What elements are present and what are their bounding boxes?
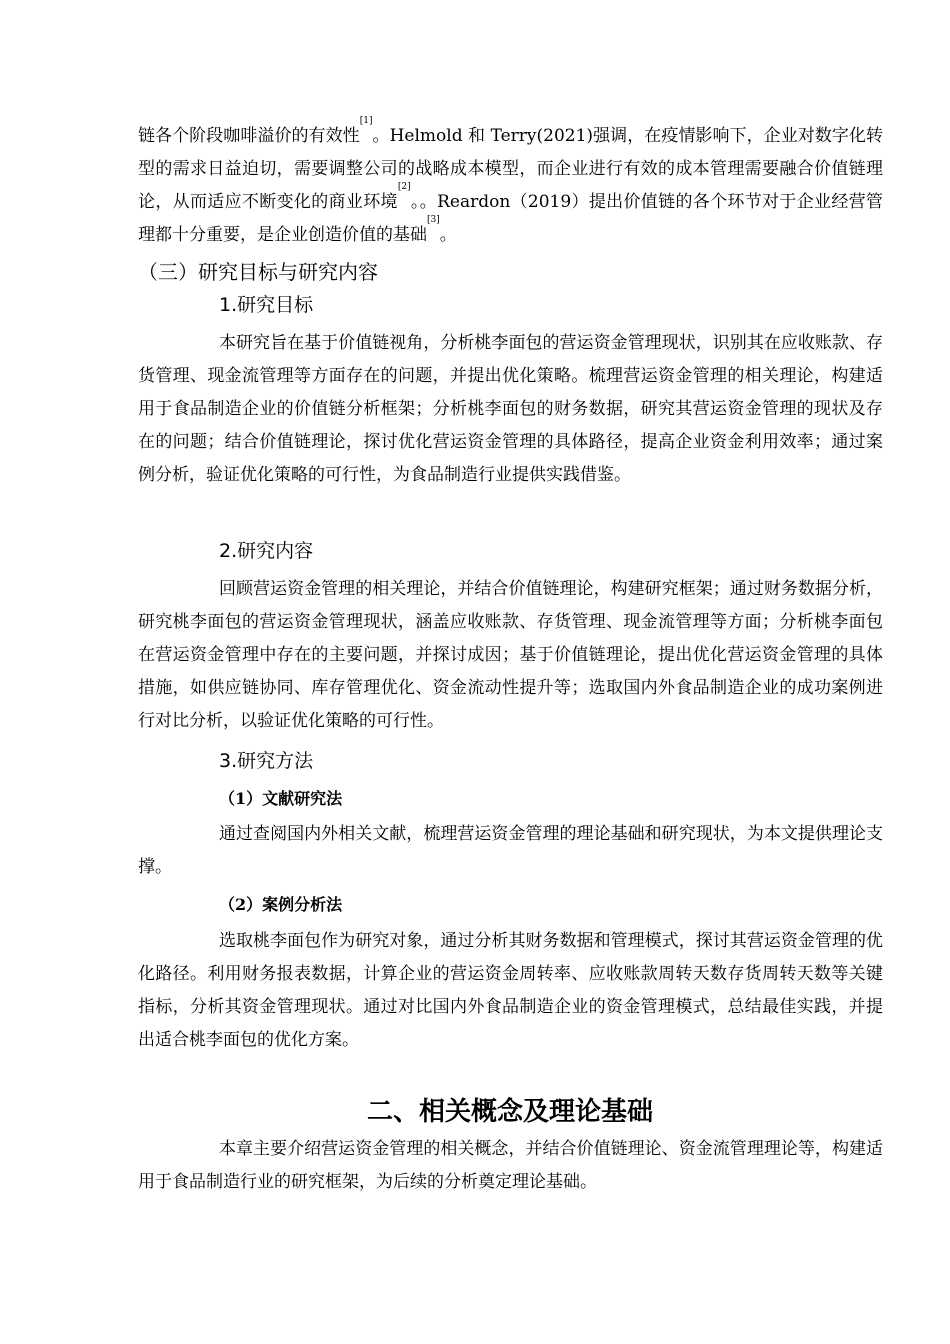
subheading-research-goal: 1.研究目标 — [219, 294, 314, 316]
research-goal-paragraph: 本研究旨在基于价值链视角，分析桃李面包的营运资金管理现状，识别其在应收账款、存货管理、现金流管理等方面存在的问题，并提出优化策略。梳理营运资金管理的相关理论，构建适用于食品制造企业的价值链分析框架；分析桃李面包的财务数据，研究其营运资金管理的现状及存在的问题；结合价值链理论，探讨优化营运资金管理的具体路径，提高企业资金利用效率；通过案例分析，验证优化策略的可行性，为食品制造行业提供实践借鉴。 — [138, 333, 883, 485]
literature-method-paragraph: 通过查阅国内外相关文献，梳理营运资金管理的理论基础和研究现状，为本文提供理论支撑。 — [138, 824, 883, 877]
intro-paragraph — [138, 116, 884, 252]
intro-text-4: 。 — [439, 225, 457, 245]
subheading-research-methods: 3.研究方法 — [219, 750, 314, 772]
intro-text-3: 。。Reardon（2019）提出价值链的各个环节对于企业经营管理都十分重要，是企业创造价值的基础 — [138, 192, 884, 245]
chapter-heading: 二、相关概念及理论基础 — [366, 1097, 653, 1127]
case-method-paragraph: 选取桃李面包作为研究对象，通过分析其财务数据和管理模式，探讨其营运资金管理的优化路径。利用财务报表数据，计算企业的营运资金周转率、应收账款周转天数存货周转天数等关键指标，分析其资金管理现状。通过对比国内外食品制造企业的资金管理模式，总结最佳实践，并提出适合桃李面包的优化方案。 — [138, 931, 883, 1050]
intro-text-1: 链各个阶段咖啡溢价的有效性 — [138, 126, 360, 146]
citation-ref-3: [3] — [427, 215, 440, 225]
citation-ref-2: [2] — [397, 182, 411, 192]
method-heading-case: （2）案例分析法 — [219, 895, 343, 914]
section-heading-research-goals: （三）研究目标与研究内容 — [138, 260, 378, 284]
research-content-paragraph: 回顾营运资金管理的相关理论，并结合价值链理论，构建研究框架；通过财务数据分析，研究桃李面包的营运资金管理现状，涵盖应收账款、存货管理、现金流管理等方面；分析桃李面包在营运资金管理中存在的主要问题，并探讨成因；基于价值链理论，提出优化营运资金管理的具体措施，如供应链协同、库存管理优化、资金流动性提升等；选取国内外食品制造企业的成功案例进行对比分析，以验证优化策略的可行性。 — [138, 579, 883, 731]
citation-ref-1: [1] — [359, 116, 373, 126]
method-heading-literature: （1）文献研究法 — [219, 789, 343, 808]
chapter-intro-paragraph: 本章主要介绍营运资金管理的相关概念，并结合价值链理论、资金流管理理论等，构建适用于食品制造行业的研究框架，为后续的分析奠定理论基础。 — [138, 1139, 883, 1192]
subheading-research-content: 2.研究内容 — [219, 540, 314, 562]
intro-text-2: 。Helmold 和 Terry(2021)强调，在疫情影响下，企业对数字化转型的需求日益迫切，需要调整公司的战略成本模型，而企业进行有效的成本管理需要融合价值链理论，从而适应不断变化的商业环境 — [138, 126, 883, 212]
